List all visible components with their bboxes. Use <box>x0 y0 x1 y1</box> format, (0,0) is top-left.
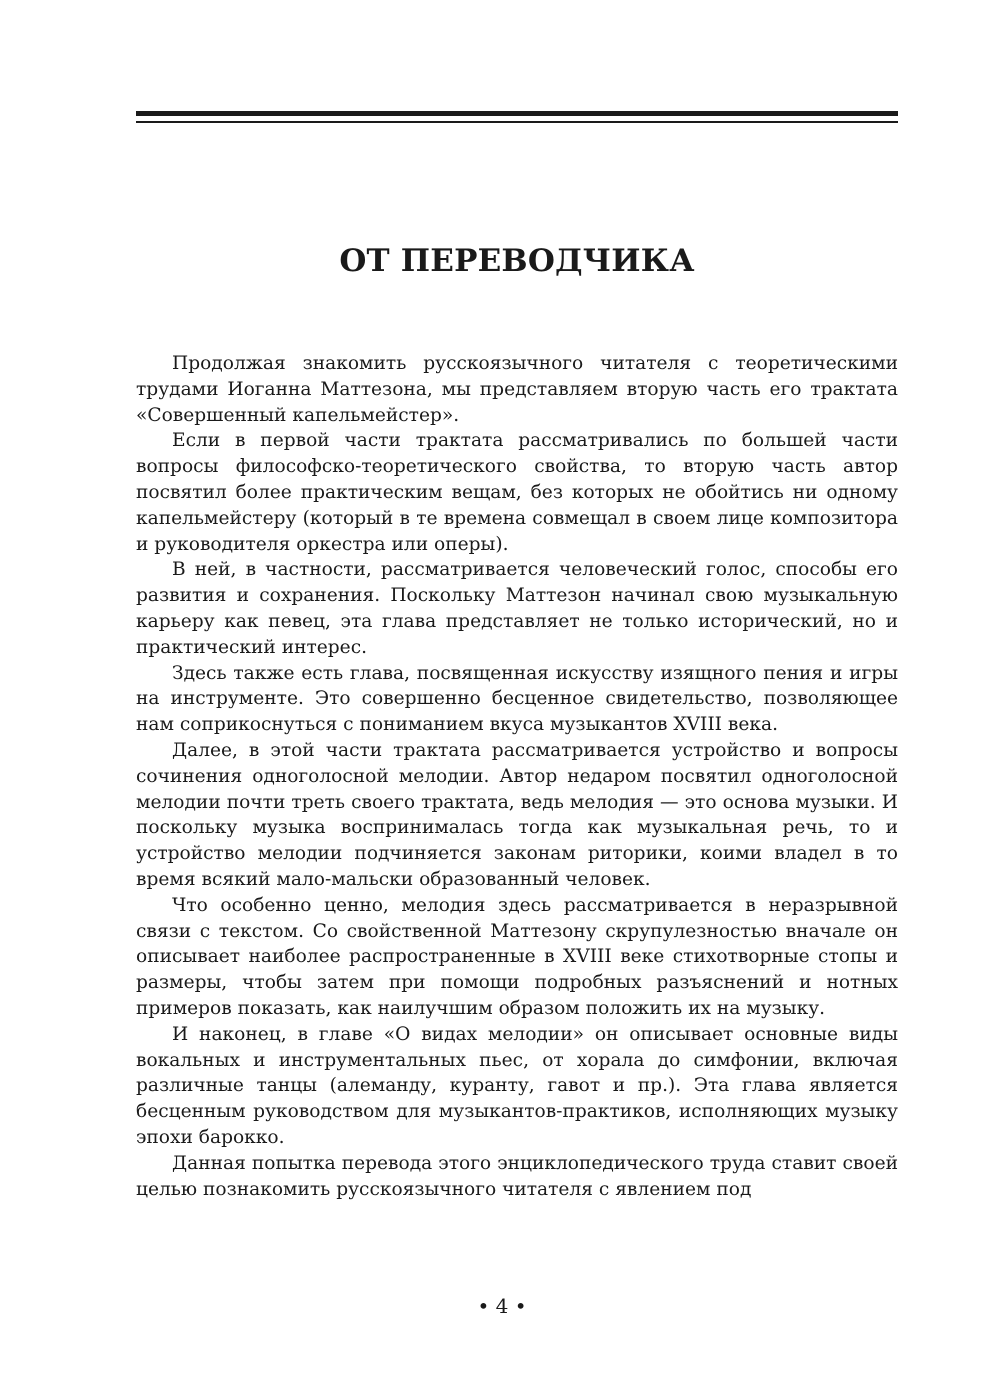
paragraph-3: В ней, в частности, рассматривается человеческий голос, способы его развития и сохранения. Поскольку Маттезон начинал свою музыкальную карьеру как певец, эта глава представляет не только исторический, но и практический интерес. <box>136 559 898 658</box>
header-rule-thin <box>136 121 898 123</box>
header-rule-thick <box>136 111 898 116</box>
paragraph-2: Если в первой части трактата рассматривались по большей части вопросы философско-теоретического свойства, то вторую часть автор посвятил более практическим вещам, без которых не обойтись ни одному капельмейстеру (который в те времена совмещал в своем лице композитора и руководителя оркестра или оперы). <box>136 430 898 555</box>
body-text <box>136 351 898 1202</box>
paragraph-4: Здесь также есть глава, посвященная искусству изящного пения и игры на инструменте. Это совершенно бесценное свидетельство, позволяющее нам соприкоснуться с пониманием вкуса музыкантов XVIII века. <box>136 662 898 736</box>
paragraph-7: И наконец, в главе «О видах мелодии» он описывает основные виды вокальных и инструментальных пьес, от хорала до симфонии, включая различные танцы (алеманду, куранту, гавот и пр.). Эта глава является бесценным руководством для музыкантов-практиков, исполняющих музыку эпохи барокко. <box>136 1023 898 1148</box>
paragraph-1: Продолжая знакомить русскоязычного читателя с теоретическими трудами Иоганна Маттезона, мы представляем вторую часть его трактата «Совершенный капельмейстер». <box>136 353 898 426</box>
paragraph-6: Что особенно ценно, мелодия здесь рассматривается в неразрывной связи с текстом. Со свойственной Маттезону скрупулезностью вначале он описывает наиболее распространенные в XVIII веке стихотворные стопы и размеры, чтобы затем при помощи подробных разъяснений и нотных примеров показать, как наилучшим образом положить их на музыку. <box>136 894 898 1019</box>
paragraph-8: Данная попытка перевода этого энциклопедического труда ставит своей целью познакомить русскоязычного читателя с явлением под <box>136 1152 898 1200</box>
paragraph-5: Далее, в этой части трактата рассматривается устройство и вопросы сочинения одноголосной мелодии. Автор недаром посвятил одноголосной мелодии почти треть своего трактата, ведь мелодия — это основа музыки. И поскольку музыка воспринималась тогда как музыкальная речь, то и устройство мелодии подчиняется законам риторики, коими владел в то время всякий мало-мальски образованный человек. <box>136 739 898 890</box>
page-number: • 4 • <box>477 1294 527 1318</box>
chapter-title: ОТ ПЕРЕВОДЧИКА <box>339 243 695 279</box>
